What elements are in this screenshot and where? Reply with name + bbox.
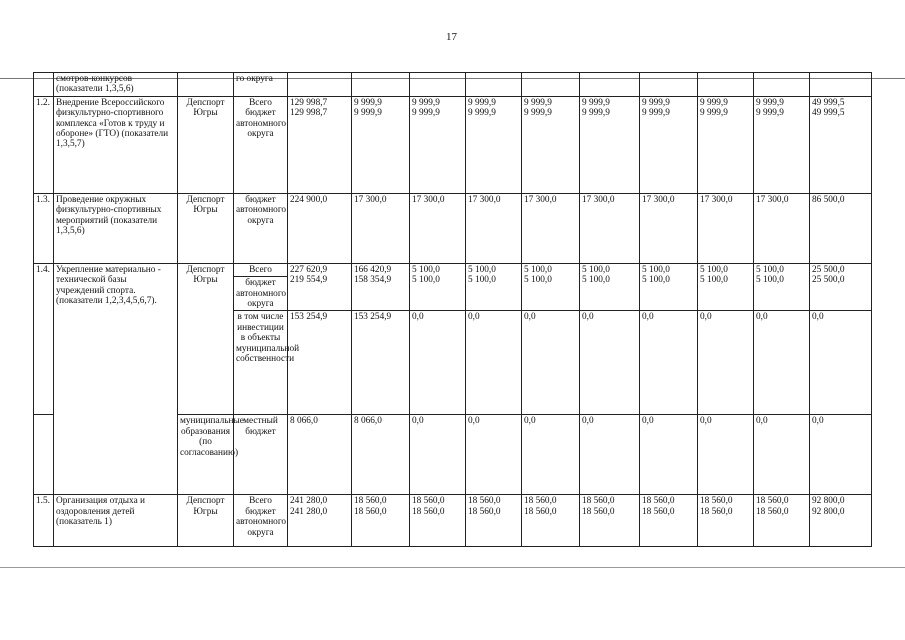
row-id: 1.5. [34, 495, 54, 547]
source-label: бюджет автономного округа [234, 193, 288, 263]
source-label: Всего [234, 263, 288, 276]
row-executor: Депспорт Югры [178, 263, 234, 415]
row-name: Организация отдыха и оздоровления детей (показатель 1) [54, 495, 178, 547]
row-sources [234, 96, 288, 193]
row-executor: муниципальные образования (по согласованию) [178, 415, 234, 495]
source-label: бюджет автономного округа [236, 506, 287, 538]
row-executor [178, 73, 234, 97]
table-row: в том числе инвестиции в объекты муниципальной собственности 153 254,9 153 254,9 0,0 0,0 0,0 0,0 0,0 0,0 0,0 0,0 [34, 311, 872, 415]
row-executor: Депспорт Югры [178, 96, 234, 193]
row-name: Внедрение Всероссийского физкультурно-спортивного комплекса «Готов к труду и обороне» (ГТО) (показатели 1,3,5,7) [54, 96, 178, 193]
row-name: Укрепление материально - технической базы учреждений спорта. (показатели 1,2,3,4,5,6,7). [54, 263, 178, 495]
source-label: Всего [249, 97, 272, 108]
table-row: 1.4. Укрепление материально - технической базы учреждений спорта. (показатели 1,2,3,4,5,6,7). Депспорт Югры Всего 227 620,9 219 554,9 166 420,9 158 354,9 5 100,0 5 100,0 5 100,0 5 100,0 5 100,0 5 100,0 5 100,0 5 100,0 5 100,0 5 100,0 5 100,0 5 100,0 5 100,0 5 100,0 25 500,0 25 500,0 [34, 263, 872, 276]
row-id [34, 73, 54, 97]
row-source: го округа [234, 73, 288, 97]
table-row [34, 73, 872, 97]
source-label: в том числе инвестиции в объекты муниципальной собственности [234, 311, 288, 415]
page-number: 17 [446, 31, 457, 43]
table-row: 1.2. Внедрение Всероссийского физкультурно-спортивного комплекса «Готов к труду и обороне» (ГТО) (показатели 1,3,5,7) Депспорт Югры Всего бюджет автономного округа 129 998,7 129 998,7 9 999,9 9 999,9 9 999,9 9 999,9 9 999,9 9 999,9 9 999,9 9 999,9 9 999,9 9 999,9 9 999,9 9 999,9 9 999,9 9 999,9 9 999,9 9 999,9 49 999,5 49 999,5 [34, 96, 872, 193]
row-id: 1.4. [34, 263, 54, 415]
row-name: Проведение окружных физкультурно-спортивных мероприятий (показатели 1,3,5,6) [54, 193, 178, 263]
row-executor: Депспорт Югры [178, 495, 234, 547]
table-row: муниципальные образования (по согласованию) местный бюджет 8 066,0 8 066,0 0,0 0,0 0,0 0,0 0,0 0,0 0,0 0,0 [34, 415, 872, 495]
source-label: местный бюджет [234, 415, 288, 495]
source-label: бюджет автономного округа [236, 108, 287, 140]
table-row: 1.3. Проведение окружных физкультурно-спортивных мероприятий (показатели 1,3,5,6) Депспорт Югры бюджет автономного округа 224 900,0 17 300,0 17 300,0 17 300,0 17 300,0 17 300,0 17 300,0 17 300,0 17 300,0 86 500,0 [34, 193, 872, 263]
source-label: бюджет автономного округа [234, 277, 288, 311]
row-name: смотров-конкурсов (показатели 1,3,5,6) [54, 73, 178, 97]
row-id: 1.3. [34, 193, 54, 263]
row-executor: Депспорт Югры [178, 193, 234, 263]
row-sources [234, 495, 288, 547]
scan-edge-bottom [0, 567, 905, 568]
table-row: 1.5. Организация отдыха и оздоровления детей (показатель 1) Депспорт Югры Всего бюджет автономного округа 241 280,0 241 280,0 18 560,0 18 560,0 18 560,0 18 560,0 18 560,0 18 560,0 18 560,0 18 560,0 18 560,0 18 560,0 18 560,0 18 560,0 18 560,0 18 560,0 18 560,0 18 560,0 92 800,0 92 800,0 [34, 495, 872, 547]
row-id: 1.2. [34, 96, 54, 193]
source-label: Всего [249, 496, 272, 507]
program-table [33, 72, 872, 547]
